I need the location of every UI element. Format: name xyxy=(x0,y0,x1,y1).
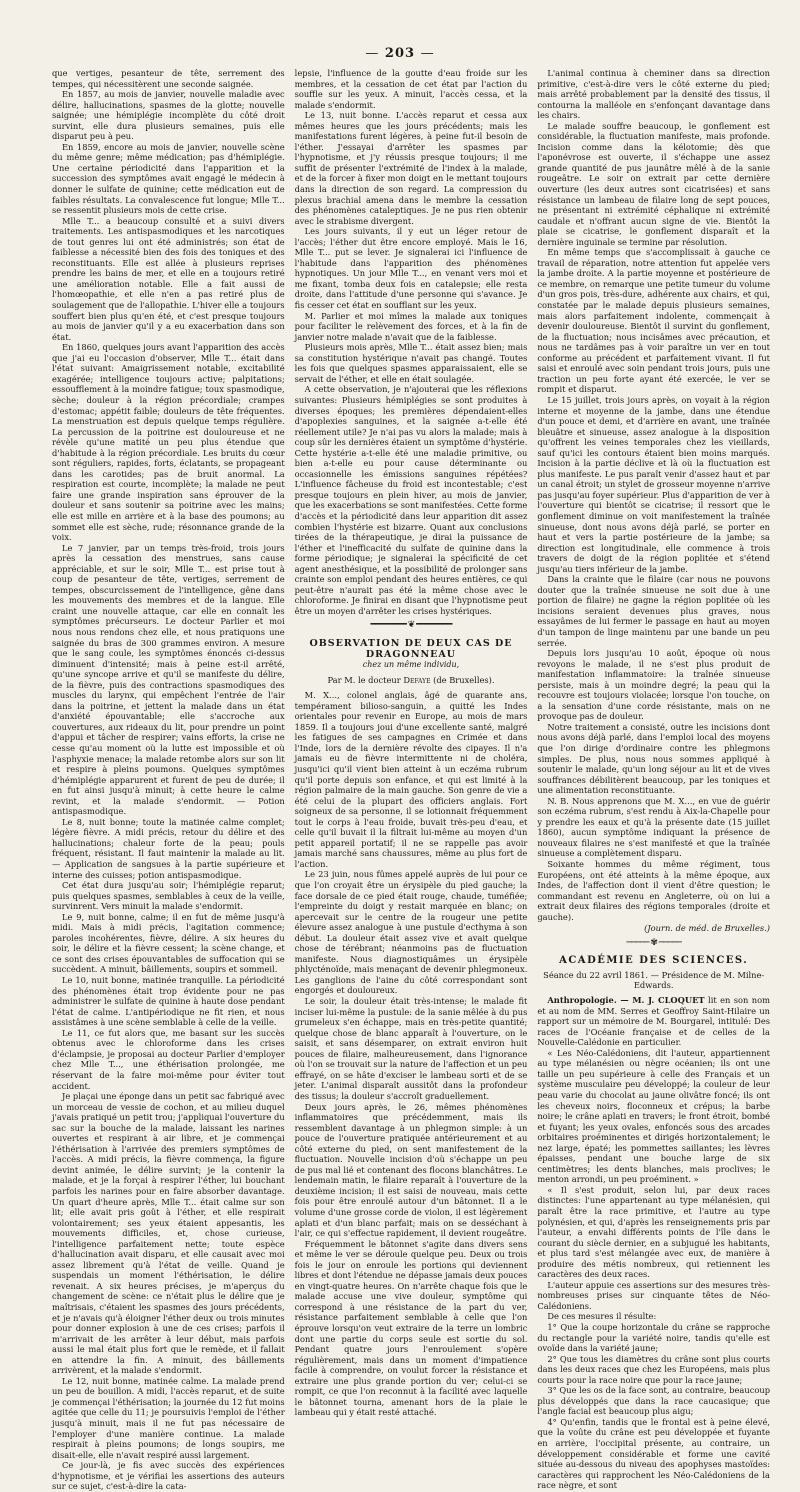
paragraph xyxy=(537,995,770,1048)
paragraph: M. Parlier et moi mîmes la malade aux toniques pour faciliter le relèvement des forces, et à la fin de janvier notre malade n'avait que de la faiblesse. xyxy=(294,310,528,342)
paragraph: lepsie, l'influence de la goutte d'eau froide sur les membres, et la cessation de cet état par l'action du souffle sur les yeux. A minuit, l'accès cessa, et la malade s'endormit. xyxy=(294,68,528,110)
paragraph: Je plaçai une éponge dans un petit sac fabriqué avec un morceau de vessie de cochon, et au milieu duquel j'avais pratiqué un petit trou; j'appliquai l'ouverture du sac sur la bouche de la malade, laissant les narines ouvertes et respirant à air libre, et je commençai l'éthérisation à l'arrivée des premiers symptômes de l'accès. A midi précis, la fièvre commença, la figure devint animée, le délire survint; je la contenir la malade, et je la forçai à respirer l'éther, lui bouchant parfois les narines pour en faire absorber davantage. Un quart d'heure après, Mlle T... était calme sur son lit; elle avait pris goût à l'éther, et elle respirait volontairement; ses yeux étaient appesantis, les mouvements difficiles, et, chose curieuse, l'intelligence parfaitement nette; toute espèce d'hallucination avait disparu, et elle causait avec moi assez librement qu'à l'état de veille. Quand je suspendais un moment l'éthérisation, le délire revenait. A six heures précises, je m'aperçus du changement de scène: ce n'était plus le délire que je maîtrisais, c'étaient les spasmes des jours précédents, et je n'avais qu'à éloigner l'éther deux ou trois minutes pour donner explosion à une de ces crises; parfois il m'arrivait de les arrêter à leur début, mais parfois aussi le mal était plus fort que le remède, et il fallait en attendre la fin. A minuit, des bâillements arrivèrent, et la malade s'endormit. xyxy=(52,1091,285,1376)
paragraph: En même temps que s'accomplissait à gauche ce travail de réparation, notre attention fut appelée vers la jambe droite. A la partie moyenne et postérieure de ce membre, on remarque une petite tumeur du volume d'un gros pois, très-dure, adhérente aux chairs, et qui, constatée par le malade depuis plusieurs semaines, mais alors parfaitement indolente, commençait à devenir douloureuse. Bientôt il survint du gonflement, de la fluctuation; nous incisâmes avec précaution, et nous ne tardâmes pas à voir paraître un ver en tout conforme au précédent et parfaitement vivant. Il fut saisi et enroulé avec soin pendant trois jours, puis une traction un peu forte ayant été exercée, le ver se rompit et disparut. xyxy=(537,247,771,395)
paragraph: A cette observation, je n'ajouterai que les réflexions suivantes: Plusieurs hémiplégies se sont produites à diverses époques; les premières dépendaient-elles d'apoplexies sanguines, et la saignée a-t-elle été réellement utile? Je n'ai pas vu alors la malade; mais à coup sûr les dernières étaient un symptôme d'hystérie. Cette hystérie a-t-elle été une maladie primitive, ou bien a-t-elle eu pour cause déterminante ou occasionnelle les émissions sanguines répétées? L'influence fâcheuse du froid est incontestable; c'est presque toujours en plein hiver, au mois de janvier, que les exacerbations se sont manifestées. Cette forme d'accès et la périodicité dans leur apparition dit assez combien l'hystérie est bizarre. Quant aux conclusions tirées de la thérapeutique, je dirai la puissance de l'éther et l'inefficacité du sulfate de quinine dans la forme périodique; je signalerai la spécificité de cet agent anesthésique, et la possibilité de prolonger sans crainte son emploi pendant des heures entières, ce qui peut-être n'aurait pas été la même chose avec le chloroforme. Je finirai en disant que l'hypnotisme peut être un moyen d'arrêter les crises hystériques. xyxy=(294,384,528,616)
paragraph: Fréquemment le bâtonnet s'agite dans divers sens et même le ver se déroule quelque peu. Deux ou trois fois le jour on enroule les portions qui deviennent libres et dont l'étendue ne dépasse jamais deux pouces en vingt-quatre heures. On n'arrête chaque fois que le malade accuse une vive douleur, symptôme qui correspond à une résistance de la part du ver, résistance parfaitement semblable à celle que l'on éprouve lorsqu'on veut extraire de la terre un lombric dont une partie du corps seule est sortie du sol. Pendant quatre jours l'enroulement s'opère régulièrement, mais dans un moment d'impatience facile à comprendre, on voulut forcer la résistance et extraire une plus grande portion du ver; celui-ci se rompit, ce que l'on reconnut à la facilité avec laquelle le bâtonnet tourna, amenant hors de la plaie le lambeau qui y était resté attaché. xyxy=(294,1238,528,1418)
column-3-dragon-continuation xyxy=(537,68,770,922)
paragraph: N. B. Nous apprenons que M. X..., en vue de guérir son eczéma rubrum, s'est rendu à Aix-la-Chapelle pour y prendre les eaux et qu'à la présente date (15 juillet 1860), aucun symptôme indiquant la présence de nouveaux filaires ne s'est manifesté et que la traînée sinueuse a complètement disparu. xyxy=(537,795,771,859)
paragraph: 2° Que tous les diamètres du crâne sont plus courts dans les deux races que chez les Européens, mais plus courts pour la race noire que pour la race jaune; xyxy=(537,1353,771,1385)
paragraph: Notre traitement a consisté, outre les incisions dont nous avons déjà parlé, dans l'emploi local des moyens que l'on dirige d'ordinaire contre les phlegmons simples. De plus, nous nous sommes appliqué à soutenir le malade, qu'un long séjour au lit et de vives souffrances débilitèrent beaucoup, par les toniques et une alimentation reconstituante. xyxy=(537,721,771,796)
dragon-section-subtitle: chez un même individu, xyxy=(362,660,460,670)
paragraph: Le 10, nuit bonne, matinée tranquille. La périodicité des phénomènes était trop évidente pour ne pas administrer le sulfate de quinine à haute dose pendant l'état de calme. L'antipériodique ne fit rien, et nous assistâmes à une scène semblable à celle de la veille. xyxy=(52,975,285,1028)
paragraph: Cet état dura jusqu'au soir; l'hémiplégie reparut; puis quelques spasmes, semblables à ceux de la veille, survinrent. Vers minuit la malade s'endormit. xyxy=(52,880,285,912)
paragraph: L'animal continua à cheminer dans sa direction primitive, c'est-à-dire vers le côté externe du pied; mais arrêté probablement par la densité des tissus, il contourna la malléole en s'enfonçant davantage dans les chairs. xyxy=(537,68,771,121)
academy-ornament: ───── ✾ ───── xyxy=(626,937,681,948)
paragraph: Soixante hommes du même régiment, tous Européens, ont été atteints à la même époque, aux Indes, de l'affection dont il vient d'être question; le commandant est revenu en Angleterre, où on lui a extrait deux filaires des régions temporales (droite et gauche). xyxy=(537,859,771,922)
paragraph: M. X..., colonel anglais, âgé de quarante ans, tempérament bilioso-sanguin, a quitté les Indes orientales pour revenir en Europe, au mois de mars 1859. Il a toujours joui d'une excellente santé, malgré les fatigues de ses campagnes en Crimée et dans l'Inde, lors de la dernière révolte des cipayes. Il n'a jamais eu de fièvre intermittente ni de choléra, jusqu'ici qu'il vient bien atteint à un eczéma rubrum qu'il porte depuis son enfance, et qui est limité à la région palmaire de la main gauche. Son genre de vie a été celui de la plupart des officiers anglais. Fort soigneux de sa personne, il se lotionnait fréquemment tout le corps à l'eau froide, buvait très-peu d'eau, et celle qu'il buvait il la filtrait lui-même au moyen d'un petit appareil portatif; il ne se rappelle pas avoir jamais marché sans chaussures, même au plus fort de l'action. xyxy=(294,690,528,869)
academy-body xyxy=(537,995,770,1491)
page-number: — 203 — xyxy=(365,46,435,61)
dragon-article-body xyxy=(295,690,528,1418)
paragraph: Le 15 juillet, trois jours après, on voyait à la région interne et moyenne de la jambe, dans une étendue d'un pouce et demi, et d'arrière en avant, une traînée bleuâtre et sinueuse, assez analogue à la disposition qu'offrent les veines temporales chez les vieillards, sauf qu'ici les contours étaient bien moins marqués. Incision à la partie déclive et là où la fluctuation est plus manifeste. Le pus paraît venir d'assez haut et par un canal étroit; un stylet de grosseur moyenne n'arrive pas jusqu'au foyer supérieur. Plus d'apparition de ver à l'ouverture qui bientôt se cicatrise; il ressort que le gonflement diminue on voit manifestement la traînée sinueuse, dont nous avons déjà parlé, se porter en haut et vers la partie postérieure de la jambe; sa direction est longitudinale, elle commence à trois travers de doigt de la région poplitée et s'étend jusqu'au tiers inférieur de la jambe. xyxy=(537,394,771,574)
column-2-observation-end xyxy=(295,68,528,616)
paragraph: Les jours suivants, il y eut un léger retour de l'accès; l'éther dut être encore employé. Mais le 16, Mlle T... put se lever. Je signalerai ici l'influence de l'habitude dans l'apparition des phénomènes hypnotiques. Un jour Mlle T..., en venant vers moi et me fixant, tomba deux fois en catalepsie; elle resta droite, dans l'attitude d'une personne qui s'avance. Je fis cesser cet état en soufflant sur les yeux. xyxy=(294,226,528,311)
column-1 xyxy=(52,68,285,1492)
paragraph: En 1860, quelques jours avant l'apparition des accès que j'ai eu l'occasion d'observer, Mlle T... était dans l'état suivant: Amaigrissement notable, excitabilité exagérée; intelligence toujours active; palpitations; essoufflement à la moindre fatigue; toux spasmodique, sèche; douleur à la région précordiale; crampes d'estomac; appétit faible; douleurs de tête fréquentes. La menstruation est depuis quelque temps régulière. La percussion de la poitrine est douloureuse et ne révèle qu'une matité un peu plus étendue que d'habitude à la région précordiale. Les bruits du cœur sont réguliers, rapides, forts, éclatants, se propageant dans les carotides; pas de bruit anormal. La respiration est courte, incomplète; la malade ne peut faire une grande inspiration sans éprouver de la douleur et sans soutenir sa poitrine avec les mains; elle est mille en arrière et à la base des poumons; au sommet elle est sèche, rude; résonnance grande de la voix. xyxy=(52,342,285,543)
paragraph: 4° Qu'enfin, tandis que le frontal est à peine élevé, que la voûte du crâne est peu développée et fuyante en arrière, l'occipital présente, au contraire, un développement considérable et forme une cavité située au-dessous du niveau des apophyses mastoïdes: caractères qui rapprochent les Néo-Calédoniens de la race nègre, et sont xyxy=(537,1416,771,1491)
paragraph-text: lit en son nom et au nom de MM. Serres et Geoffroy Saint-Hilaire un rapport sur un mémoire de M. Bourgarel, intitulé: Des races de l'Océanie française et de celles de la Nouvelle-Calédonie en particulier. xyxy=(537,995,771,1048)
paragraph: Ce jour-là, je fis avec succès des expériences d'hypnotisme, et je vérifiai les assertions des auteurs sur ce sujet, c'est-à-dire la cata- xyxy=(52,1460,285,1492)
article-source: (Journ. de méd. de Bruxelles.) xyxy=(644,923,771,934)
paragraph: Le soir, la douleur était très-intense; le malade fit inciser lui-même la pustule: de la sanie mêlée à du pus grumeleux s'en échappe, mais en très-petite quantité; quelque chose de blanc apparaît à l'ouverture, on le saisit, et sans désemparer, on extrait environ huit pouces de filaire, malheureusement, dans l'ignorance où l'on se trouvait sur la nature de l'affection et un peu effrayé, on se hâte d'exciser le lambeau sorti et de se jeter. L'animal disparaît aussitôt dans la profondeur des tissus; la douleur s'accroît graduellement. xyxy=(294,996,528,1101)
paragraph: Le 12, nuit bonne, matinée calme. La malade prend un peu de bouillon. A midi, l'accès reparut, et de suite je commençai l'éthérisation; la journée du 12 fut moins agitée que celle du 11; je poursuivis l'emploi de l'éther jusqu'à minuit, mais il ne fut pas nécessaire de l'employer d'une manière continue. La malade respirait à pleins poumons; de longs soupirs, me disait-elle, elle n'avait respiré aussi largement. xyxy=(52,1375,285,1460)
paragraph: 3° Que les os de la face sont, au contraire, beaucoup plus développés que dans la race caucasique; que l'angle facial est beaucoup plus aigu; xyxy=(537,1385,771,1417)
paragraph: « Il s'est produit, selon lui, par deux races distinctes: l'une appartenant au type mélanésien, qui paraît être la race primitive, et l'autre au type polynésien, et qui, d'après les renseignements pris par l'auteur, a envahi différents points de l'île dans le courant du siècle dernier, en a subjugué les habitants, et plus tard s'est mélangée avec eux, de manière à produire des métis nombreux, qui retiennent les caractères des deux races. xyxy=(537,1184,771,1280)
paragraph: Dans la crainte que le filaire (car nous ne pouvons douter que la traînée sinueuse ne soit due à une portion de filaire) ne gagne la région poplitée où les incisions seraient devenues plus graves, nous essayâmes de lui fermer le passage en haut au moyen d'un tampon de linge maintenu par une bande un peu serrée. xyxy=(537,574,771,648)
paragraph: Le 11, ce fut alors que, me basant sur les succès obtenus avec le chloroforme dans les crises d'éclampsie, je proposai au docteur Parlier d'employer chez Mlle T..., une éthérisation prolongée, me réservant de la faire moi-même pour éviter tout accident. xyxy=(52,1027,285,1091)
dragon-section-title: OBSERVATION DE DEUX CAS DE DRAGONNEAU xyxy=(309,637,513,660)
paragraph: « Les Néo-Calédoniens, dit l'auteur, appartiennent au type mélanésien ou nègre océanien; ils ont une taille un peu supérieure à celle des Français et un système musculaire peu développé; la couleur de leur peau varie du chocolat au jaune olivâtre foncé; ils ont les cheveux noirs, floconneux et crépus; la barbe noire; le crâne aplati en travers; le front étroit, bombé et fuyant; les yeux ovales, enfoncés sous des arcades orbitaires proéminentes et dirigés horizontalement; le nez large, épaté; les pommettes saillantes; les lèvres épaisses, pendant une bouche large de six centimètres; les dents blanches, mais proclives; le menton arrondi, un peu proéminent. » xyxy=(537,1047,771,1185)
paragraph: Le 9, nuit bonne, calme; il en fut de même jusqu'à midi. Mais à midi précis, l'agitation commence; paroles incohérentes, fièvre, délire. A six heures du soir, le délire et la fièvre cessent; la scène change, et ce sont des crises épouvantables de suffocation qui se succèdent. A minuit, bâillements, soupirs et sommeil. xyxy=(52,911,285,975)
paragraph: De ces mesures il résulte: xyxy=(547,1311,657,1322)
academy-title: ACADÉMIE DES SCIENCES. xyxy=(559,955,749,967)
paragraph: L'auteur appuie ces assertions sur des mesures très-nombreuses prises sur cinquante têtes de Néo-Calédoniens. xyxy=(537,1279,771,1311)
column-3 xyxy=(537,68,771,1491)
paragraph: Mlle T... a beaucoup consulté et a suivi divers traitements. Les antispasmodiques et les narcotiques de tout genres lui ont été administrés; son état de faiblesse a nécessité bien des fois des toniques et des reconstituants. Elle est allée à plusieurs reprises prendre les bains de mer, et elle en a toujours retiré une amélioration notable. Elle a fait aussi de l'homœopathie, et elle n'en a pas retiré plus de soulagement que de l'allopathie. L'hiver elle a toujours souffert bien plus qu'en été, et c'est presque toujours au mois de janvier qu'il y a eu exacerbation dans son état. xyxy=(52,215,285,342)
paragraph: Le 13, nuit bonne. L'accès reparut et cessa aux mêmes heures que les jours précédents; mais les manifestations furent légères, à peine fut-il besoin de l'éther. J'essayai d'arrêter les spasmes par l'hypnotisme, et j'y réussis presque toujours; il me suffit de présenter l'extrémité de l'index à la malade, et de la forcer à fixer mon doigt en le mettant toujours dans la direction de son regard. La compression du plexus brachial amena dans le membre la cessation des phénomènes cataleptiques. Je ne pus rien obtenir avec le strabisme divergent. xyxy=(294,110,528,226)
text-columns xyxy=(52,68,771,1492)
paragraph: Le malade souffre beaucoup, le gonflement est considérable, la fluctuation manifeste, mais profonde. Incision comme dans la kélotomie; dès que l'aponévrose est ouverte, il s'échappe une assez grande quantité de pus jaunâtre mêlé à de la sanie rougeâtre. Le soir on extrait par cette dernière ouverture (les deux autres sont cicatrisées) et sans résistance un lambeau de filaire long de sept pouces, ne présentant ni extrémité céphalique ni extrémité caudale et n'offrant aucun signe de vie. Bientôt la plaie se cicatrise, le gonflement disparaît et la dernière inguinale se termine par résolution. xyxy=(537,120,771,247)
paragraph: Le 7 janvier, par un temps très-froid, trois jours après la cessation des menstrues, sans cause appréciable, et sur le soir, Mlle T... est prise tout à coup de pesanteur de tête, vertiges, serrement de tempes, obscurcissement de l'intelligence, gêne dans les mouvements des membres et de la langue. Elle craint une nouvelle attaque, car elle en connaît les symptômes précurseurs. Le docteur Parlier et moi nous nous rendons chez elle, et nous pratiquons une saignée du bras de 300 grammes environ. A mesure que le sang coule, les symptômes énoncés ci-dessus diminuent d'intensité; mais à peine est-il arrêté, qu'une syncope arrive et qu'il se manifeste du délire, de la fièvre, puis des contractions spasmodiques des muscles du larynx, qui empêchent l'entrée de l'air dans la poitrine, et jettent la malade dans un état d'anxiété épouvantable; elle s'accroche aux couvertures, aux rideaux du lit, pour prendre un point d'appui et tâcher de respirer; vains efforts, la crise ne cesse qu'au moment où la lutte est impossible et où l'asphyxie menace; la malade retombe alors sur son lit et respire à pleins poumons. Quelques symptômes d'hémiplégie apparurent et furent de peu de durée; il en fut ainsi jusqu'à minuit; à cette heure le calme revint, et la malade s'endormit. — Potion antispasmodique. xyxy=(52,542,285,817)
paragraph: 1° Que la coupe horizontale du crâne se rapproche du rectangle pour la variété noire, tandis qu'elle est ovoïde dans la variété jaune; xyxy=(537,1321,771,1354)
paragraph: Plusieurs mois après, Mlle T... était assez bien; mais sa constitution hystérique n'avait pas changé. Toutes les fois que quelques spasmes apparaissaient, elle se servait de l'éther, et elle en était soulagée. xyxy=(294,342,528,384)
paragraph: Depuis lors jusqu'au 10 août, époque où nous revoyons le malade, il ne s'est plus produit de manifestation inflammatoire: la traînée sinueuse persiste, mais à un moindre degré; la peau qui la recouvre est toujours violacée; lorsque l'on touche, on a la sensation d'une corde résistante, mais on ne provoque pas de douleur. xyxy=(537,648,771,722)
paragraph: que vertiges, pesanteur de tête, serrement des tempes, qui nécessitèrent une seconde saignée. xyxy=(52,68,285,89)
page-number-value: 203 xyxy=(384,46,416,61)
dragon-author: Par M. le docteur Defaye (de Bruxelles). xyxy=(327,674,495,685)
section-ornament: ━━━━━━━━ ❦ ━━━━━━━━ xyxy=(370,620,452,631)
paragraph: Deux jours après, le 26, mêmes phénomènes inflammatoires que précédemment, mais ils ressemblent davantage à un phlegmon simple: à un pouce de l'ouverture pratiquée antérieurement et au côté externe du pied, on sent manifestement de la fluctuation. Nouvelle incision d'où s'échappe un peu de pus mal lié et contenant des flocons blanchâtres. Le lendemain matin, le filaire reparaît à l'ouverture de la deuxième incision; il est saisi de nouveau, mais cette fois pour être enroulé autour d'un bâtonnet. Il a le volume d'une grosse corde de violon, il est légèrement aplati et d'un blanc parfait; mais on se desséchant à l'air, ce qui s'effectue rapidement, il devient rougeâtre. xyxy=(294,1101,528,1239)
paragraph: En 1857, au mois de janvier, nouvelle maladie avec délire, hallucinations, spasmes de la glotte; nouvelle saignée; une hémiplégie incomplète du côté droit survint, elle dura plusieurs semaines, puis elle disparut peu à peu. xyxy=(52,89,285,142)
paragraph: En 1859, encore au mois de janvier, nouvelle scène du même genre; même médication; pas d'hémiplégie. Une certaine périodicité dans l'apparition et la succession des symptômes avait engagé le médecin à donner le sulfate de quinine; cette médication eut de faibles résultats. La convalescence fut longue; Mlle T... se ressentit plusieurs mois de cette crise. xyxy=(52,141,285,216)
paragraph: Le 8, nuit bonne; toute la matinée calme complet; légère fièvre. A midi précis, retour du délire et des hallucinations; chaleur forte de la peau; pouls fréquent, résistant. Il faut maintenir la malade au lit. — Application de sangsues à la partie supérieure et interne des cuisses; potion antispasmodique. xyxy=(52,816,285,880)
academy-session: Séance du 22 avril 1861. — Présidence de M. Milne-Edwards. xyxy=(543,969,765,991)
paragraph-lead: Anthropologie. — M. J. CLOQUET xyxy=(547,995,705,1006)
paragraph: Le 23 juin, nous fûmes appelé auprès de lui pour ce que l'on croyait être un érysipèle du pied gauche; la face dorsale de ce pied était rouge, chaude, tuméfiée; l'empreinte du doigt y restait marquée en blanc; on apercevait sur le centre de la rougeur une petite élevure assez analogue à une pustule d'ecthyma à son début. La douleur était assez vive et avait quelque chose de térébrant; néanmoins pas de fluctuation manifeste. Nous diagnostiquâmes un érysipèle phlycténoïde, mais menaçant de devenir phlegmoneux. Les ganglions de l'aine du côté correspondant sont engorgés et douloureux. xyxy=(294,869,528,996)
column-2 xyxy=(294,68,528,1418)
